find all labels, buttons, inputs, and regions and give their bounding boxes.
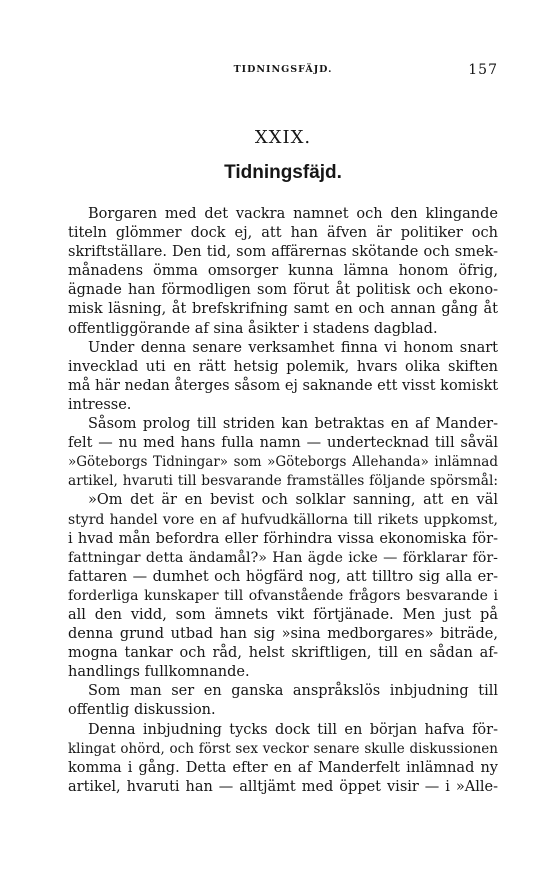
text-line: artikel, hvaruti till besvarande framställes följande spörsmål: [68,473,498,490]
text-line: denna grund utbad han sig »sina medborgares» biträde, [68,626,498,643]
text-line: mogna tankar och råd, helst skriftligen, till en sådan af- [68,645,498,662]
text-line: all den vidd, som ämnets vikt förtjänade. Men just på [68,606,498,623]
text-line: fattaren — dumhet och högfärd nog, att tilltro sig alla er- [68,568,498,585]
text-line: intresse. [68,396,132,413]
text-line: styrd handel vore en af hufvudkällorna till rikets uppkomst, [68,511,498,528]
text-line: i hvad mån befordra eller förhindra vissa ekonomiska för- [68,530,498,547]
text-line: misk läsning, åt brefskrifning samt en och annan gång åt [68,301,498,318]
text-line: fattningar detta ändamål?» Han ägde icke — förklarar för- [68,549,498,566]
text-line: offentlig diskussion. [68,702,216,719]
text-line: felt — nu med hans fulla namn — undertecknad till såväl [68,435,498,452]
text-line: Under denna senare verksamhet finna vi honom snart [88,339,498,356]
text-line: offentliggörande af sina åsikter i stadens dagblad. [68,320,438,337]
text-line: ägnade han förmodligen som förut åt politisk och ekono- [68,282,498,299]
text-line: månadens ömma omsorger kunna lämna honom öfrig, [68,263,498,280]
text-line: komma i gång. Detta efter en af Manderfelt inlämnad ny [68,759,498,776]
text-line: Denna inbjudning tycks dock till en början hafva för- [88,721,498,738]
chapter-title: Tidningsfäjd. [224,162,342,183]
page-number: 157 [468,62,498,78]
text-line: »Göteborgs Tidningar» som »Göteborgs Allehanda» inlämnad [68,454,498,471]
body-text [68,205,498,797]
chapter-number: XXIX. [254,127,312,148]
running-title: TIDNINGSFÄJD. [233,64,333,75]
text-line: Som man ser en ganska anspråkslös inbjudning till [88,683,498,700]
running-head [68,62,498,82]
text-line: artikel, hvaruti han — alltjämt med öppet visir — i »Alle- [68,778,498,795]
text-line: skriftställare. Den tid, som affärernas skötande och smek- [68,244,498,261]
text-line: Borgaren med det vackra namnet och den klingande [88,206,498,222]
text-line: må här nedan återges såsom ej saknande ett visst komiskt [68,377,499,394]
text-line: forderliga kunskaper till ofvanstående frågors besvarande i [68,587,498,604]
text-line: klingat ohörd, och först sex veckor senare skulle diskussionen [68,740,498,757]
text-line: »Om det är en bevist och solklar sanning, att en väl [88,492,498,509]
text-line: handlings fullkomnande. [68,664,250,681]
text-line: titeln glömmer dock ej, att han äfven är politiker och [68,225,498,242]
text-line: Såsom prolog till striden kan betraktas en af Mander- [88,416,498,433]
text-line: invecklad uti en rätt hetsig polemik, hvars olika skiften [68,358,498,375]
